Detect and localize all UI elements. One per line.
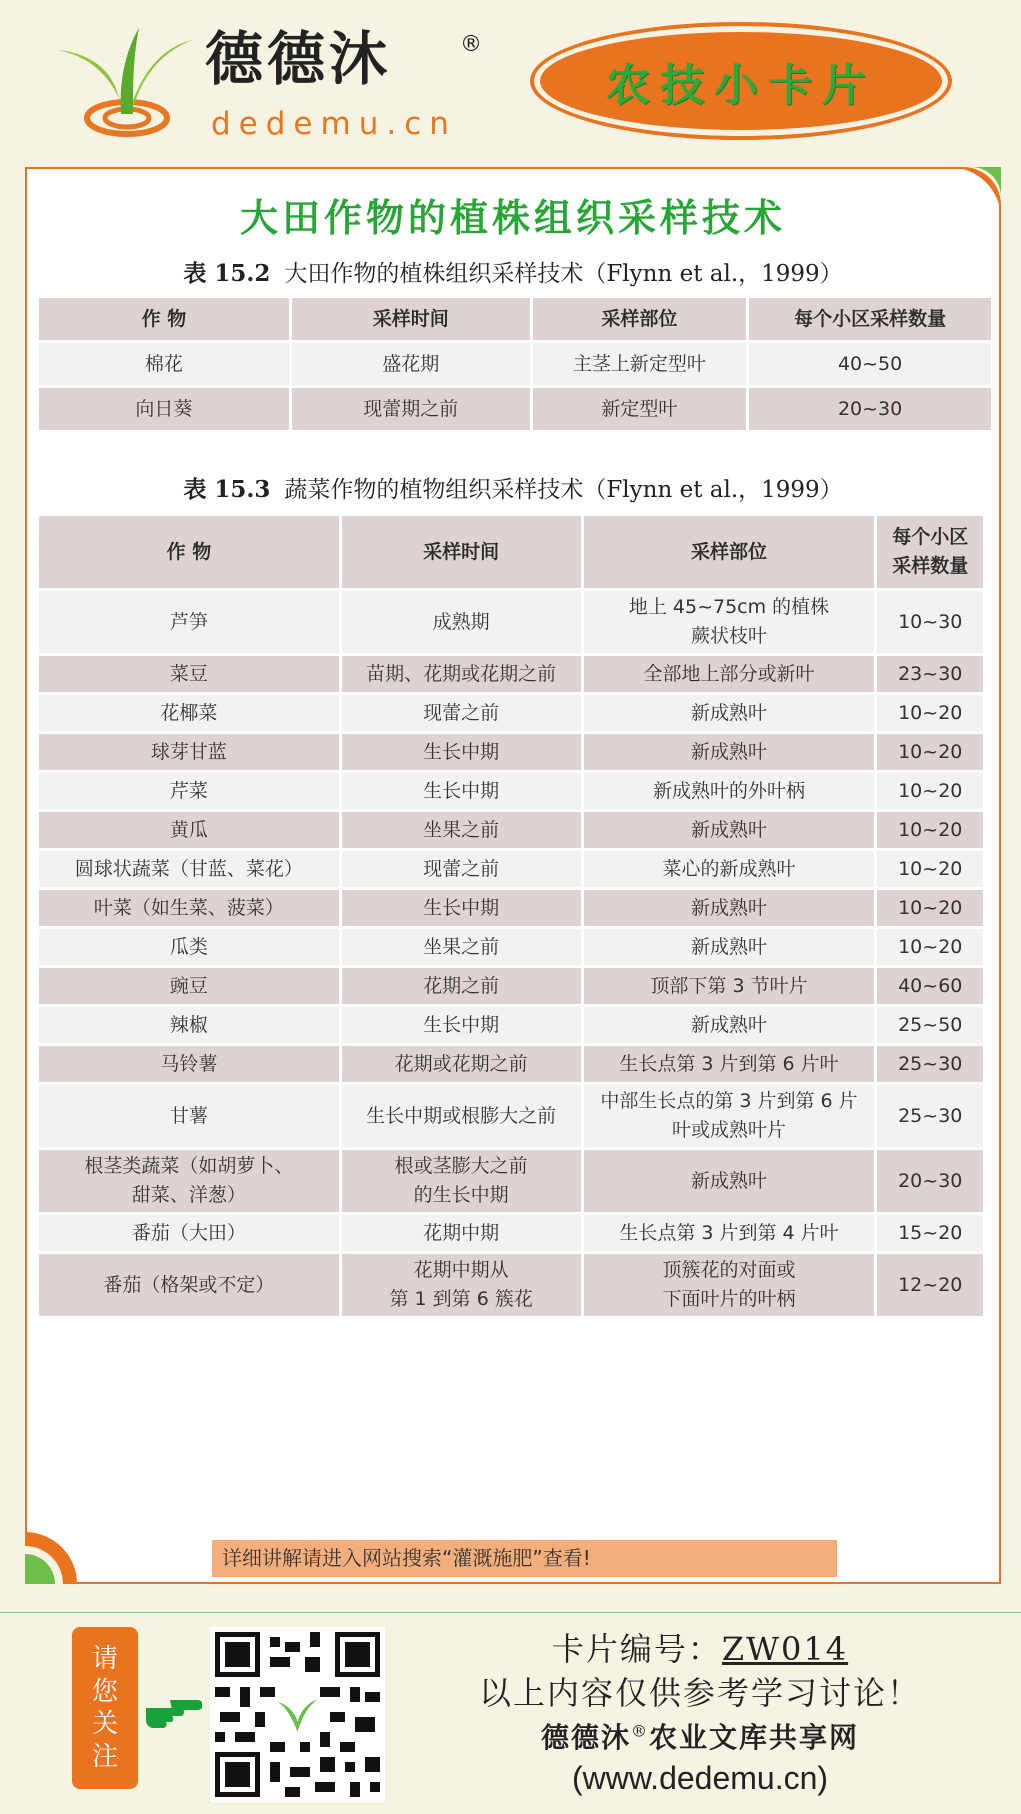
table-cell: 新成熟叶 [584,890,875,926]
table-cell: 20~30 [749,388,991,430]
table-cell: 现蕾期之前 [292,388,530,430]
brand-name: 德德沐 [205,25,392,93]
table-cell: 40~50 [749,343,991,385]
table-cell: 坐果之前 [342,929,581,965]
table-cell: 生长中期 [342,890,581,926]
column-header: 每个小区 采样数量 [877,516,983,588]
table-row [39,1150,983,1212]
table-row [39,890,983,926]
site-suffix: 农业文库共享网 [649,1721,860,1754]
card-title: 大田作物的植株组织采样技术 [239,195,786,240]
table-cell: 根茎类蔬菜（如胡萝卜、 甜菜、洋葱） [39,1150,339,1212]
column-header: 采样部位 [533,298,747,340]
table-cell: 甘薯 [39,1085,339,1147]
brand-logo-block [55,22,495,140]
table-cell: 10~20 [877,695,983,731]
table-cell: 10~20 [877,734,983,770]
follow-char: 关 [91,1709,118,1739]
site-registered-mark: ® [631,1721,649,1741]
corner-decoration-icon [25,1532,77,1584]
column-header: 采样部位 [584,516,875,588]
sprout-logo-icon [55,22,195,140]
qr-code-icon[interactable] [210,1627,385,1802]
table-cell: 23~30 [877,656,983,692]
table2-caption-text: 蔬菜作物的植物组织采样技术 [284,477,584,503]
table-row [39,1046,983,1082]
table-row [39,929,983,965]
follow-us-badge [72,1627,138,1789]
table1-caption [27,255,999,288]
table-cell: 菜豆 [39,656,339,692]
table-cell: 20~30 [877,1150,983,1212]
table-cell: 生长中期或根膨大之前 [342,1085,581,1147]
table-row [39,695,983,731]
follow-char: 注 [91,1741,118,1772]
table-cell: 10~20 [877,773,983,809]
table-cell: 10~20 [877,929,983,965]
table-row [39,388,991,430]
disclaimer: 以上内容仅供参考学习讨论！ [478,1674,921,1712]
table-cell: 顶部下第 3 节叶片 [584,968,875,1004]
table-cell: 12~20 [877,1254,983,1316]
follow-char: 请 [91,1644,118,1674]
table2-caption [27,471,999,504]
column-header: 每个小区采样数量 [749,298,991,340]
table-row [39,812,983,848]
table-cell: 棉花 [39,343,289,385]
table-cell: 新成熟叶 [584,1007,875,1043]
table-cell: 成熟期 [342,591,581,653]
table-cell: 新成熟叶 [584,734,875,770]
table-cell: 花期或花期之前 [342,1046,581,1082]
table-cell: 生长中期 [342,734,581,770]
table-row [39,343,991,385]
card-number: ZW014 [721,1630,849,1668]
table-cell: 花期中期从 第 1 到第 6 簇花 [342,1254,581,1316]
table-cell: 马铃薯 [39,1046,339,1082]
table1-caption-source: （Flynn et al.，1999） [583,261,843,287]
table-cell: 新成熟叶 [584,929,875,965]
table-cell: 圆球状蔬菜（甘蓝、菜花） [39,851,339,887]
table-cell: 25~30 [877,1046,983,1082]
table-cell: 10~20 [877,890,983,926]
card-number-line [420,1624,980,1670]
table-row [39,851,983,887]
table-cell: 新定型叶 [533,388,747,430]
table-cell: 新成熟叶 [584,812,875,848]
table-cell: 豌豆 [39,968,339,1004]
table-cell: 向日葵 [39,388,289,430]
table-cell: 现蕾之前 [342,851,581,887]
table-row [39,1254,983,1316]
table1-caption-text: 大田作物的植株组织采样技术 [284,261,584,287]
table-cell: 顶簇花的对面或 下面叶片的叶柄 [584,1254,875,1316]
table-cell: 盛花期 [292,343,530,385]
table-cell: 菜心的新成熟叶 [584,851,875,887]
table-cell: 生长点第 3 片到第 6 片叶 [584,1046,875,1082]
table-cell: 球芽甘蓝 [39,734,339,770]
pointing-hand-icon [142,1690,202,1730]
table-cell: 黄瓜 [39,812,339,848]
table-row [39,773,983,809]
table-cell: 芹菜 [39,773,339,809]
table-cell: 坐果之前 [342,812,581,848]
table-cell: 中部生长点的第 3 片到第 6 片 叶或成熟叶片 [584,1085,875,1147]
table2-caption-source: （Flynn et al.，1999） [583,477,843,503]
table2-caption-number: 表 15.3 [183,476,271,503]
table-cell: 全部地上部分或新叶 [584,656,875,692]
follow-char: 您 [91,1676,118,1707]
table-cell: 瓜类 [39,929,339,965]
table-cell: 25~30 [877,1085,983,1147]
table-cell: 生长点第 3 片到第 4 片叶 [584,1215,875,1251]
table-row [39,1085,983,1147]
vegetable-crop-table [36,513,986,1319]
table1-caption-number: 表 15.2 [183,260,271,287]
column-header: 采样时间 [292,298,530,340]
table-cell: 新成熟叶 [584,695,875,731]
site-name: 德德沐 [540,1721,631,1754]
table-cell: 花椰菜 [39,695,339,731]
brand-domain: dedemu.cn [211,106,457,142]
table-row [39,1007,983,1043]
content-card [25,167,1001,1584]
table-cell: 番茄（格架或不定） [39,1254,339,1316]
table-cell: 生长中期 [342,1007,581,1043]
table-header-row [39,298,991,340]
table-cell: 叶菜（如生菜、菠菜） [39,890,339,926]
table-cell: 根或茎膨大之前 的生长中期 [342,1150,581,1212]
table-cell: 10~30 [877,591,983,653]
website-note: 详细讲解请进入网站搜索“灌溉施肥”查看! [212,1540,837,1577]
column-header: 作 物 [39,298,289,340]
card-badge-label: 农技小卡片 [606,60,876,111]
table-cell: 番茄（大田） [39,1215,339,1251]
registered-mark: ® [460,32,482,57]
site-url[interactable]: (www.dedemu.cn) [571,1760,829,1796]
table-row [39,656,983,692]
column-header: 采样时间 [342,516,581,588]
table-row [39,1215,983,1251]
table-cell: 新成熟叶的外叶柄 [584,773,875,809]
card-number-label: 卡片编号： [551,1630,722,1668]
table-cell: 10~20 [877,812,983,848]
site-name-line [420,1716,980,1756]
card-badge [530,22,952,140]
table-row [39,734,983,770]
table-cell: 现蕾之前 [342,695,581,731]
column-header: 作 物 [39,516,339,588]
table-cell: 花期中期 [342,1215,581,1251]
table-cell: 辣椒 [39,1007,339,1043]
table-cell: 芦笋 [39,591,339,653]
table-header-row [39,516,983,588]
table-cell: 花期之前 [342,968,581,1004]
field-crop-table [36,295,994,433]
table-cell: 25~50 [877,1007,983,1043]
table-cell: 苗期、花期或花期之前 [342,656,581,692]
table-cell: 15~20 [877,1215,983,1251]
table-cell: 地上 45~75cm 的植株 蕨状枝叶 [584,591,875,653]
table-row [39,968,983,1004]
table-cell: 40~60 [877,968,983,1004]
table-cell: 10~20 [877,851,983,887]
footer-divider [0,1612,1021,1613]
table-row [39,591,983,653]
table-cell: 主茎上新定型叶 [533,343,747,385]
table-cell: 新成熟叶 [584,1150,875,1212]
table-cell: 生长中期 [342,773,581,809]
